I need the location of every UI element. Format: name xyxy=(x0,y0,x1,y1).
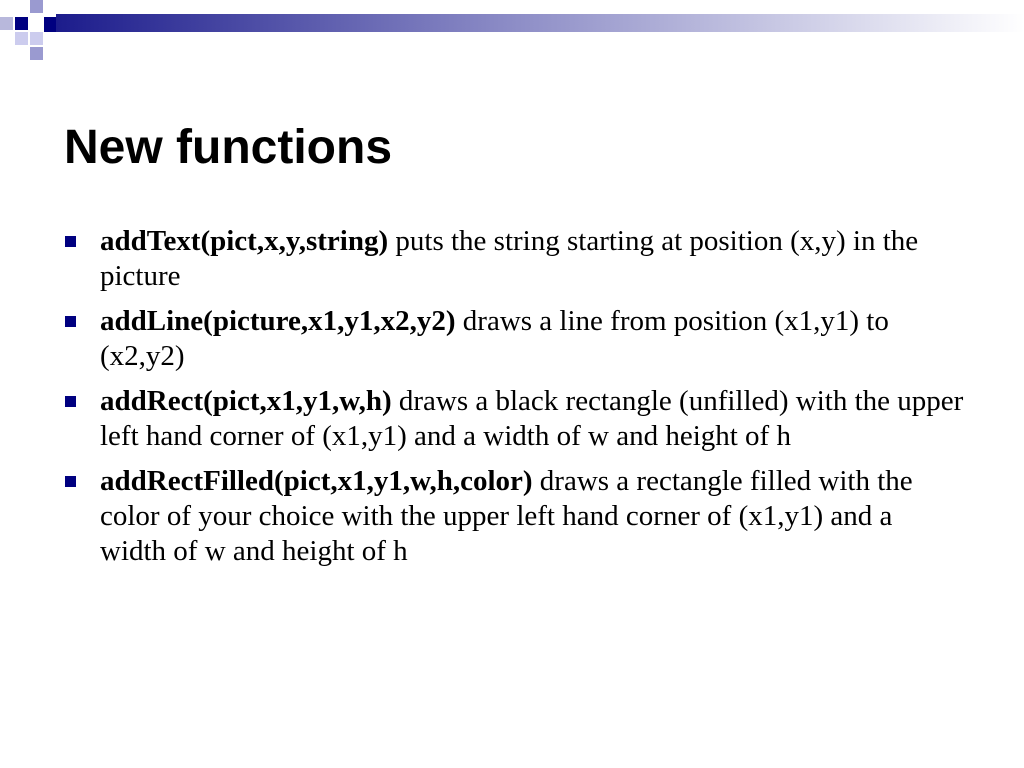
bullet-list xyxy=(64,224,964,579)
deco-square-1 xyxy=(15,17,28,30)
function-description: puts the string starting at position (x,y) in the picture xyxy=(100,225,919,292)
function-description: draws a black rectangle (unfilled) with the upper left hand corner of (x1,y1) and a width of w and height of h xyxy=(100,385,964,452)
deco-square-5 xyxy=(30,32,43,45)
deco-square-4 xyxy=(44,17,56,32)
bullet-square-icon xyxy=(65,476,76,487)
bullet-item-addrect xyxy=(64,384,964,454)
function-signature: addRectFilled(pict,x1,y1,w,h,color) xyxy=(100,465,533,497)
deco-square-6 xyxy=(30,47,43,60)
deco-square-2 xyxy=(0,17,13,30)
header-gradient-band xyxy=(56,14,1024,32)
deco-square-7 xyxy=(15,32,28,45)
function-description: draws a rectangle filled with the color of your choice with the upper left hand corner of (x1,y1) and a width of w and height of h xyxy=(100,465,913,567)
function-signature: addRect(pict,x1,y1,w,h) xyxy=(100,385,392,417)
header-decoration xyxy=(0,0,1024,70)
bullet-square-icon xyxy=(65,396,76,407)
function-signature: addText(pict,x,y,string) xyxy=(100,225,389,257)
function-description: draws a line from position (x1,y1) to (x2,y2) xyxy=(100,305,889,372)
bullet-item-addtext xyxy=(64,224,964,294)
deco-square-top-left xyxy=(0,0,14,14)
bullet-square-icon xyxy=(65,316,76,327)
deco-square-3 xyxy=(30,0,43,13)
function-signature: addLine(picture,x1,y1,x2,y2) xyxy=(100,305,456,337)
bullet-square-icon xyxy=(65,236,76,247)
bullet-item-addline xyxy=(64,304,964,374)
slide-title: New functions xyxy=(64,121,393,174)
bullet-item-addrectfilled xyxy=(64,464,964,569)
